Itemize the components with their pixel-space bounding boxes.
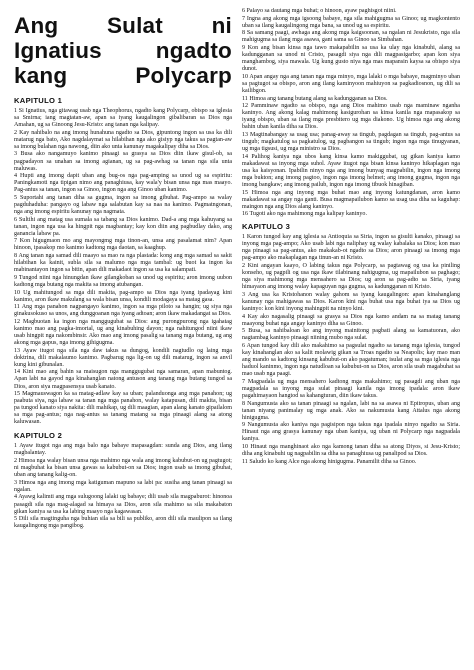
verse: 14 Kini mao ang bahin sa maisugon nga manggugubat nga samaran, apan mabuntog. Apan labi na gayod nga kinahanglan natong antuson ang tanang mga butang tungod sa Dios, aron siya magpasensya usab kanato. bbox=[14, 369, 232, 390]
verse: 16 Tugoti ako nga mahimong mga kalipay kaninyo. bbox=[242, 211, 367, 218]
chapter-section bbox=[14, 96, 232, 426]
verse: 10 Hinaut nga manghinaot ako nga kamong tanan diha sa atong Diyos, si Jesu-Kristo; diha ang kinabuhi ug nagpabilin sa diha sa panaghiusa ug panalipod sa Dios. bbox=[242, 444, 460, 458]
chapter-3-verses bbox=[242, 234, 460, 465]
right-column bbox=[242, 8, 460, 664]
verse: 7 Kon higugmaon mo ang mayongmg mga tinon-an, unsa ang pasalamat nim? Apan hinoon, ipasakop mo kanimo kadtong mga daotan, sa kaaghup. bbox=[14, 238, 232, 252]
verse: 8 Nangumusta ako sa tanan pinaagi sa ngalan, labi na sa asawa ni Epitropus, uban ang tanan niyang panimalay ug mga anak. Ako sa nakumusta kang Attalus nga akong hinigugma. bbox=[242, 400, 460, 421]
verse: 4 Kay ako nagasalig pinaagi sa grasya sa Dios nga kamo andam na sa matag tanang maayong buhat nga angay kaninyo diha sa Ginoo. bbox=[242, 313, 460, 327]
verse: 5 Busa, sa nahibaloan ko ang inyong mainitong pagbati alang sa kamatuoran, ako nagtambag kaninyo pinaagi niining mubo nga sulat. bbox=[242, 328, 460, 342]
verse: 8 Sa samang paagi, awhaga ang akong mga kaigsoonan, sa ngalan ni Jesukristo, nga sila mahigugma sa ilang mga asawa, gani sama sa Ginoo sa Simbahan. bbox=[242, 30, 460, 44]
verse: 5 Dili sila magtinguha nga buhian sila sa bili sa publiko, aron dili sila maulipon sa ilang kaugalingong mga pangibog. bbox=[14, 516, 232, 530]
verse: 2 Kay nahibalo na ang imong hunahuna ngadto sa Dios, gipuntong ingon sa usa ka dili matarug nga bato, Ako nagdalaymat sa hilabihan nga ako gisiyp nga takus sa pagtan-aw sa imong bulahan nga nawong, diin ako unta kanunay magakalipay diha sa Dios. bbox=[14, 129, 232, 150]
verse: 6 Apan tungod kay dili ako makahimo sa pagsulat ngadto sa tanang mga iglesia, tungod kay kinahanglan ako sa kalit molawig gikan sa Troas ngadto sa Neapolis; kay mao man ang mando sa kadtong kinsang kabubut-on ako pagatuman; isulat ang sa mga iglesia nga haduol kaninmo, ingon nga natudloan sa kabubut-on sa Dios, aron sila usab magabuhat sa mao usab nga paagi. bbox=[242, 342, 460, 378]
verse: 9 Tungod niini nga hinungdan ikaw gilangkoban sa unod ug espiritu; aron imong uubon kadtong mga butang nga makita sa imong atubangan. bbox=[14, 274, 232, 288]
verse: 7 Ingna ang akong mga igsoong babaye, nga sila mahigugma sa Ginoo; ug magkontento uban sa ilang kaugalingong mga bana, sa unod ug sa espiritu. bbox=[242, 15, 460, 29]
verse: 3 Ang usa ka Kristohanon walay gahom sa iyang kaugalingon: apan kinahanglang kanunay nga mahigawas sa Dios. Karon kini nga buhat usa nga buhat iya sa Dios ug kaninyo: kon kini inyong mahingpit na ninyo kini. bbox=[242, 291, 460, 312]
verse: 9 Nangumusta ako kaniya nga pagisipon nga takus nga ipadala ninyo ngadto sa Siria. Hinaut nga ang grasya kanunay nga uban kaniya, ug uban ni Polycarp nga nagpadala kaniya. bbox=[242, 422, 460, 443]
chapter-3-heading: KAPITULO 3 bbox=[242, 222, 291, 232]
verse: 6 Sultihi ang matag usa sumala sa tabang sa Dios kanimo. Dad-a ang mga kahuyang sa tanan, ingon nga usa ka hingpit nga magbantay; kay kon diin ang pagbudlay dako, ang ganancia labaw pa. bbox=[14, 216, 232, 237]
chapter-section bbox=[14, 431, 232, 530]
verse: 11 Himoa ang tanang butang alang sa kadungganan sa Dios. bbox=[242, 95, 388, 102]
chapter-heading: KAPITULO 1 bbox=[14, 96, 63, 105]
verse: 2 Kini angayan kaayo, O labing takus nga Polycarp, sa pagtawag og usa ka piniling konseho, ug pagpili og usa nga ikaw tilabinang nahigugma, ug mapailubon sa paghago; nga siya mahimong mga mensahero sa Dios; ug aron sa pag-adto sa Siria, iyang himayaon ang imong walay kapaguyan nga gugma, sa kadungganan ni Kristo. bbox=[242, 263, 460, 291]
verse: 3 Himoa nga ang imong mga katiguman mapuno sa labi pa: susiha ang tanan pinaagi sa ngalan. bbox=[14, 479, 232, 493]
verse: 3 Busa ako nangamuyo kanimo pinaagi sa grasya sa Dios diin ikaw gisul-ob, sa pagpadayon sa unahan sa imong agianan, ug sa pag-awhag sa tanan nga sila unta maluwas. bbox=[14, 151, 232, 172]
verse: 4 Hupti ang imong dapit uban ang bug-os nga pag-amping sa unod ug sa espiritu: Paningkamoti nga tipigan nimo ang panaghiusa, kay wala'y bisan unsa nga mas maayo. Pag-antus sa tanan, ingon sa Ginoo, ingon nga ang Ginoo uban kanimo. bbox=[14, 173, 232, 194]
verse: 11 Ang mga panahon nagpangayo kanimo, ingon sa mga piloto sa hangin; ug siya nga ginakusokuso sa unos, ang dunggoanan nga iyang adtoan; aron ikaw makadangat sa Dios. bbox=[14, 304, 232, 318]
left-column bbox=[14, 8, 232, 664]
verse: 7 Magpadala ug mga mensahero kadtong mga makahimo; ug pasagdi ang uban nga magpadala sa inyong mga sulat pinaagi kanila nga imong ipadala: aron ikaw pagahimayaon hangtod sa kahangturan, diin ikaw takus. bbox=[242, 378, 460, 399]
verse: 8 Ang tanan nga samad dili maayo sa mao ra nga plastada: kong ang mga samad sa sakit hilabihan ka kainit, subla sila sa malumo nga mga tambal: ug buot ka ingon ka mabinantayon ingon sa bitin, apan dili makadaot ingon sa usa ka salampati. bbox=[14, 253, 232, 274]
verse: 5 Suportahi ang tanan diha sa gugma, ingon sa imong gibuhat. Pag-ampo sa walay pagduhaduha: pangayo og labaw nga salabutan kay sa naa na kanimo. Pagmatngonan, nga ang imong espiritu kanunay nga nagmata. bbox=[14, 194, 232, 216]
verse: 13 Magtinabangay sa usag usa; panag-away sa tingub, pagdagan sa tingub, pag-antus sa tingub; magkatulog sa pagkatulog, ug pagbangon sa tingub; ingon nga mga tinugyanan, ug mga tigsusi, ug mga ministro sa Dios. bbox=[242, 131, 460, 153]
verse: 1 Ayaw itugot nga ang mga balo nga babaye mapasagdan: sunda ang Dios, ang ilang magbalantay. bbox=[14, 443, 232, 457]
chapter-list bbox=[14, 96, 232, 530]
verse: 14 Palihog kaniya nga ubos kang kinsa kamo makiggubat, ug gikan kaniya kamo makadawat sa inyong mga suhol. Ayaw itugot nga bisan kinsa kaninyo hikaplagan nga usa ka kaisyonan. Ipabilin ninyo nga ang imong bunyag magpabilin, ingon nga imong mga bukton; ang imong pagtoo, ingon nga imong helmet; ang imong gugma, ingon nga imong bangkaw; ang imong pailub, ingon nga imong tibuok hinagiban. bbox=[242, 153, 460, 188]
verse: 11 Saludo ko kang Alce nga akong hinigugma. Panamilit diha sa Ginoo. bbox=[242, 458, 417, 465]
verse: 10 Apan angay nga ang tanan nga mga minyo, mga lalaki o mga babaye, magminyo uban sa pagtugot sa obispo, aron ang ilang kaminyoon mahiuyon sa pagkadiosnon, ug dili sa kailibgon. bbox=[242, 73, 460, 94]
verse: 4 Ayawg kalimti ang mga sulugoong lalaki ug babaye; dili usab sila magpaburot: hinonoa pasagdi sila nga mag-alagad sa himaya sa Dios, aron sila mahimo sa sila makabaton gikan kaniya sa usa ka labing maayo nga kagawasan. bbox=[14, 494, 232, 515]
verse: 12 Magbuotan ka ingon nga manggugubat sa Dios: ang purongpurong nga igahatag kanimo mao ang pagka-imortal, ug ang kinabuhing dayon; nga nahitungod niini ikaw usab hingpit nga nakombinsir. Ako mao ang imong pasalig sa tanang mga butang, ug ang akong mga gapus, nga imong gihigugma. bbox=[14, 318, 232, 347]
verse: 15 Magmauswagon ka sa matag-adlaw kay sa uban; palanduonga ang mga panahon; ug paabuta siya, nga labaw sa tanan nga mga panahon, walay katapusan, dili makita, bisan pa tungod kanato siya nakita: dili mahikap, ug dili maagian, apan alang kanato gipailalom sa mga pag-antus; nga nag-antus sa tanang matang sa mga pinaagi alang sa atong kaluwasan. bbox=[14, 391, 232, 426]
chapter-2-continuation bbox=[242, 8, 460, 218]
document-title: Ang Sulat ni Ignatius ngadto kang Polycarp bbox=[14, 13, 232, 88]
verse: 1 Karon tungod kay ang iglesia sa Antioquia sa Siria, ingon sa gisulti kanako, pinaagi sa inyong mga pag-ampo; Ako usab labi nga naliphay ug walay kabalaka sa Dios; kon mao nga pinaagi sa pag-antus, ako makakab-ot ngadto sa Dios; aron pinaagi sa imong mga pag-ampo ako makaplagan nga tinun-an ni Kristo. bbox=[242, 234, 460, 262]
verse: 10 Ug mahitungod sa mga dili makita, pag-ampo sa Dios nga iyang ipadayag kini kanimo, aron ikaw makulang sa wala bisan unsa, kondili modagaya sa matag gasa. bbox=[14, 289, 232, 303]
chapter-heading: KAPITULO 2 bbox=[14, 431, 63, 441]
verse: 12 Pamminaw ngadto sa obispo, nga ang Dios mahimo usab nga maminaw nganha kaninyo. Ang akong kalag mahimong kasigurohan sa kinsa kanila nga mapasakop sa iyang obispo, uban sa ilang mga presbitero ug mga diakono. Ug himoa nga ang akong bahin uban kanila diha sa Dios. bbox=[242, 103, 460, 131]
verse: 13 Ayaw itugot nga sila nga daw takus sa dungog, kondili nagtudlo og laing mga doktrina, dili makalaumo kanimo. Pagbarug nga lig-on ug dili matarug, ingon sa anvil kung kini gibunalan. bbox=[14, 347, 232, 368]
verse: 2 Himoa nga walay bisan unsa nga mahimo nga wala ang imong kabubut-on ug pagtugot; ni magbuhat ka bisan unsa gawas sa kabubut-on sa Dios; ingon usab sa imong gibuhat, uban ang tanang kalig-on. bbox=[14, 458, 232, 479]
verse: 9 Kon ang bisan kinsa nga tawo makapabilin sa usa ka ulay nga kinabuhi, alang sa kadungganan sa unod ni Cristo, pasagdi siya nga dili magpasigarbo; apan kon siya manghambog, siya mawala. Ug kung gusto niya nga mas mapansin kaysa sa obispo siya dunot. bbox=[242, 45, 460, 73]
verse: 6 Palayo sa dautang mga buhat; o hinoon, ayaw paghisgot niini. bbox=[242, 8, 397, 14]
verse: 15 Himoa nga ang inyong mga buhat mao ang inyong katungdanan, aron kamo makadawat sa angay nga ganti. Busa magmapailubon kamo sa usag usa diha sa kaguhap: maingon nga ang Dios alang kaninyo. bbox=[242, 189, 460, 210]
verse: 1 Si Ignatius, nga gitawag usab nga Theophorus, ngadto kang Polycarp, obispo sa iglesia sa Smirna; iang magtatan-aw, apan sa iyang kaugalingon gibalibaran sa Dios nga Amahan, ug sa Ginoong Jesu-Kristo: ang tanan nga kalipay. bbox=[14, 108, 232, 129]
